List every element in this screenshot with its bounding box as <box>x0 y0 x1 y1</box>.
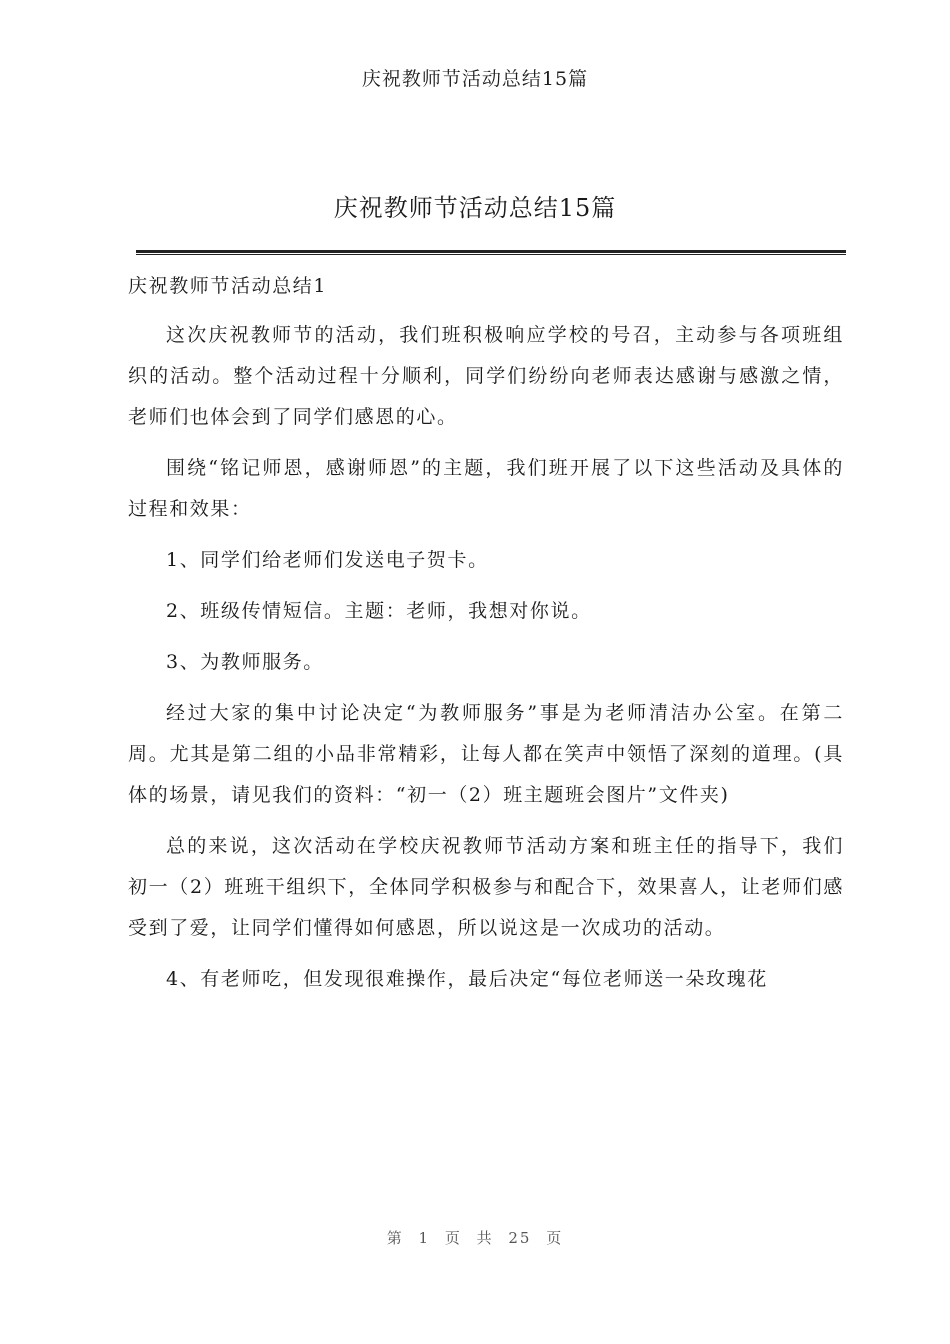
section-heading: 庆祝教师节活动总结1 <box>128 275 328 297</box>
document-body <box>128 266 844 1010</box>
title-divider <box>136 250 846 255</box>
paragraph: 总的来说，这次活动在学校庆祝教师节活动方案和班主任的指导下，我们初一（2）班班干组织下，全体同学积极参与和配合下，效果喜人，让老师们感受到了爱，让同学们懂得如何感恩，所以说这是一次成功的活动。 <box>128 835 844 939</box>
document-title: 庆祝教师节活动总结15篇 <box>333 194 617 222</box>
paragraph: 围绕“铭记师恩，感谢师恩”的主题，我们班开展了以下这些活动及具体的过程和效果： <box>128 457 844 520</box>
running-header: 庆祝教师节活动总结15篇 <box>361 68 589 90</box>
list-item: 4、有老师吃，但发现很难操作，最后决定“每位老师送一朵玫瑰花 <box>166 968 768 990</box>
paragraph: 这次庆祝教师节的活动，我们班积极响应学校的号召，主动参与各项班组织的活动。整个活动过程十分顺利，同学们纷纷向老师表达感谢与感激之情，老师们也体会到了同学们感恩的心。 <box>128 324 844 428</box>
list-item: 1、同学们给老师们发送电子贺卡。 <box>166 549 489 571</box>
list-item: 2、班级传情短信。主题：老师，我想对你说。 <box>166 600 592 622</box>
paragraph: 经过大家的集中讨论决定“为教师服务”事是为老师清洁办公室。在第二周。尤其是第二组的小品非常精彩，让每人都在笑声中领悟了深刻的道理。(具体的场景，请见我们的资料：“初一（2）班主题班会图片”文件夹) <box>128 702 844 806</box>
list-item: 3、为教师服务。 <box>166 651 324 673</box>
page-number-footer: 第 1 页 共 25 页 <box>386 1229 564 1247</box>
